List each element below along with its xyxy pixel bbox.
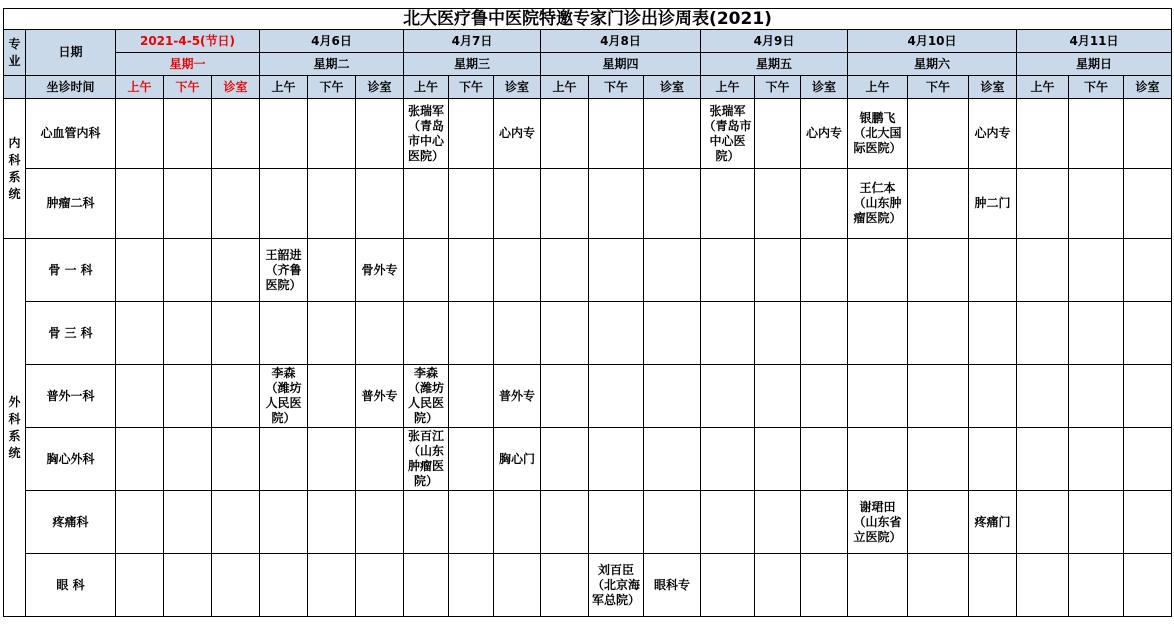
session-room-header: 诊室 <box>494 76 541 99</box>
session-pm-header: 下午 <box>755 76 801 99</box>
room-cell: 眼科专 <box>644 554 701 617</box>
table-row <box>4 365 1172 428</box>
page-title: 北大医疗鲁中医院特邀专家门诊出诊周表(2021) <box>4 9 1172 30</box>
session-pm-header: 下午 <box>1069 76 1124 99</box>
dept-thoracic-surgery: 胸心外科 <box>26 428 116 491</box>
weekday-mon: 星期一 <box>116 53 260 76</box>
session-room-header: 诊室 <box>969 76 1017 99</box>
doctor-cell: 李森 （潍坊人民医院） <box>260 365 308 428</box>
session-room-header: 诊室 <box>644 76 701 99</box>
session-am-header: 上午 <box>701 76 755 99</box>
date-mon: 2021-4-5(节日) <box>116 30 260 53</box>
room-cell: 心内专 <box>801 99 848 169</box>
table-row <box>4 239 1172 302</box>
group-internal-medicine: 内科系统 <box>4 99 26 239</box>
date-fri: 4月9日 <box>701 30 848 53</box>
group-surgery: 外科系统 <box>4 239 26 617</box>
weekday-sun: 星期日 <box>1017 53 1172 76</box>
dept-orthopedics-1: 骨 一 科 <box>26 239 116 302</box>
doctor-cell: 李森 （潍坊人民医院） <box>404 365 449 428</box>
table-row <box>4 99 1172 169</box>
date-sun: 4月11日 <box>1017 30 1172 53</box>
session-am-header: 上午 <box>260 76 308 99</box>
weekday-sat: 星期六 <box>848 53 1017 76</box>
session-am-header: 上午 <box>848 76 908 99</box>
weekday-fri: 星期五 <box>701 53 848 76</box>
dept-orthopedics-3: 骨 三 科 <box>26 302 116 365</box>
session-am-header: 上午 <box>541 76 589 99</box>
doctor-cell: 刘百臣 （北京海军总院） <box>589 554 644 617</box>
corner-cell <box>4 76 26 99</box>
room-cell: 心内专 <box>969 99 1017 169</box>
weekday-tue: 星期二 <box>260 53 404 76</box>
session-pm-header: 下午 <box>449 76 494 99</box>
date-wed: 4月7日 <box>404 30 541 53</box>
doctor-cell: 谢珺田 （山东省立医院） <box>848 491 908 554</box>
session-room-header: 诊室 <box>801 76 848 99</box>
schedule-sheet <box>3 8 1172 617</box>
dept-ophthalmology: 眼 科 <box>26 554 116 617</box>
room-cell: 胸心门 <box>494 428 541 491</box>
dept-pain: 疼痛科 <box>26 491 116 554</box>
dept-cardiology: 心血管内科 <box>26 99 116 169</box>
table-row <box>4 169 1172 239</box>
room-cell: 普外专 <box>356 365 404 428</box>
doctor-cell: 银鹏飞 （北大国际医院） <box>848 99 908 169</box>
room-cell: 普外专 <box>494 365 541 428</box>
date-sat: 4月10日 <box>848 30 1017 53</box>
room-cell: 心内专 <box>494 99 541 169</box>
session-pm-header: 下午 <box>908 76 969 99</box>
schedule-table <box>3 8 1172 617</box>
dept-oncology-2: 肿瘤二科 <box>26 169 116 239</box>
session-time-header: 坐诊时间 <box>26 76 116 99</box>
doctor-cell: 王韶进 （齐鲁医院） <box>260 239 308 302</box>
date-thu: 4月8日 <box>541 30 701 53</box>
session-am-header: 上午 <box>404 76 449 99</box>
doctor-cell: 张瑞军 （青岛市中心医院） <box>701 99 755 169</box>
table-row <box>4 428 1172 491</box>
session-room-header: 诊室 <box>212 76 260 99</box>
table-row <box>4 554 1172 617</box>
date-tue: 4月6日 <box>260 30 404 53</box>
table-row <box>4 491 1172 554</box>
date-header: 日期 <box>26 30 116 76</box>
room-cell: 骨外专 <box>356 239 404 302</box>
table-row <box>4 302 1172 365</box>
room-cell: 疼痛门 <box>969 491 1017 554</box>
session-am-header: 上午 <box>1017 76 1069 99</box>
session-pm-header: 下午 <box>589 76 644 99</box>
dept-general-surgery-1: 普外一科 <box>26 365 116 428</box>
doctor-cell: 王仁本 （山东肿瘤医院） <box>848 169 908 239</box>
session-am-header: 上午 <box>116 76 164 99</box>
room-cell: 肿二门 <box>969 169 1017 239</box>
weekday-thu: 星期四 <box>541 53 701 76</box>
specialty-header: 专业 <box>4 30 26 76</box>
session-pm-header: 下午 <box>164 76 212 99</box>
session-room-header: 诊室 <box>1124 76 1172 99</box>
doctor-cell: 张瑞军 （青岛市中心医院） <box>404 99 449 169</box>
session-pm-header: 下午 <box>308 76 356 99</box>
doctor-cell: 张百江 （山东肿瘤医院） <box>404 428 449 491</box>
session-room-header: 诊室 <box>356 76 404 99</box>
weekday-wed: 星期三 <box>404 53 541 76</box>
